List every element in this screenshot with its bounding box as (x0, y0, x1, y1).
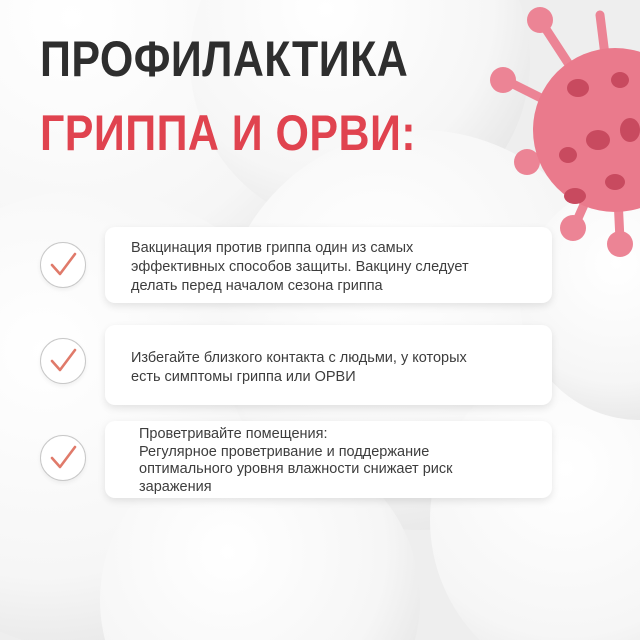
tip-card: Избегайте близкого контакта с людьми, у которых есть симптомы гриппа или ОРВИ (105, 325, 552, 405)
page-title-line1: ПРОФИЛАКТИКА (40, 31, 409, 87)
tip-card: Вакцинация против гриппа один из самых эффективных способов защиты. Вакцину следует делать перед началом сезона гриппа (105, 227, 552, 303)
check-icon (40, 242, 86, 288)
page-title-line2: ГРИППА И ОРВИ: (40, 105, 417, 161)
check-icon (40, 338, 86, 384)
tip-card: Проветривайте помещения: Регулярное проветривание и поддержание оптимального уровня влажности снижает риск заражения (105, 421, 552, 498)
check-icon (40, 435, 86, 481)
